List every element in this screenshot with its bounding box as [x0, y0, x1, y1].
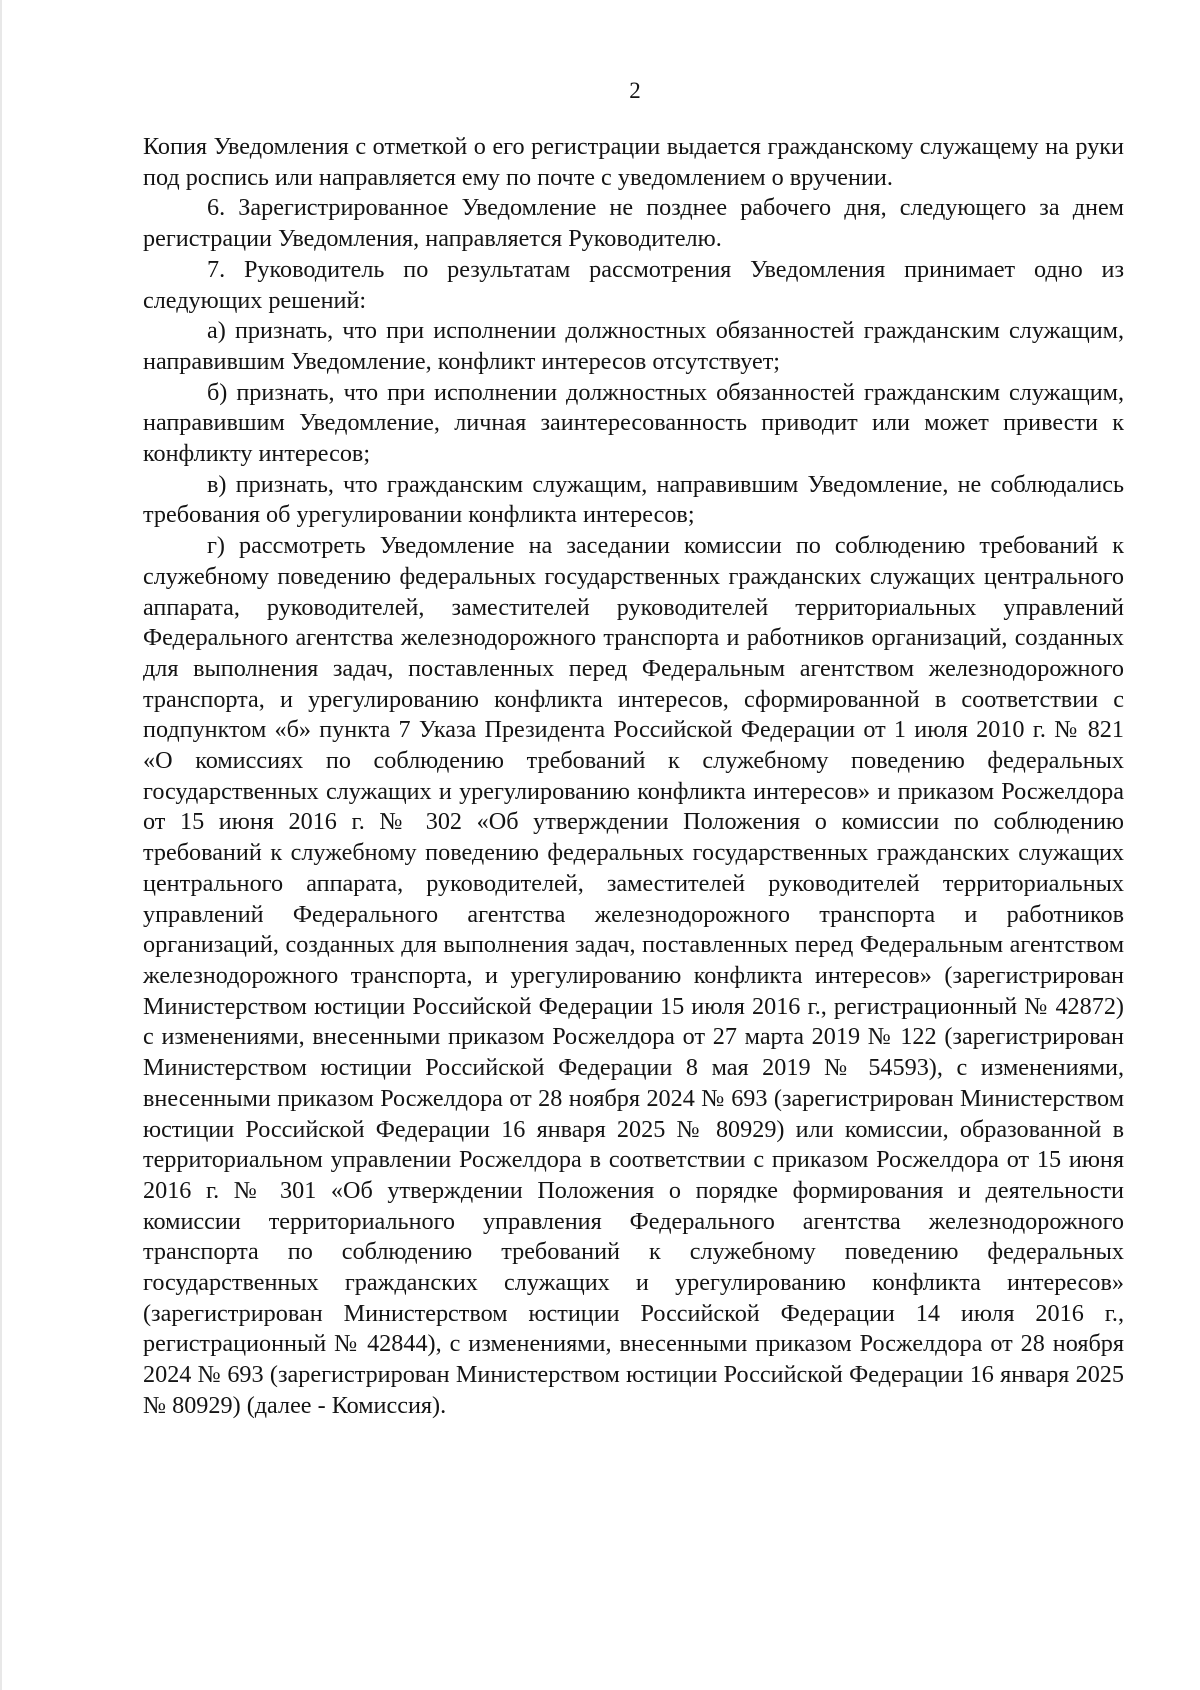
paragraph-subitem-g: г) рассмотреть Уведомление на заседании комиссии по соблюдению требований к служебному поведению федеральных государственных гражданских служащих центрального аппарата, руководителей, заместителей руководителей территориальных управлений Федерального агентства железнодорожного транспорта и работников организаций, созданных для выполнения задач, поставленных перед Федеральным агентством железнодорожного транспорта, и урегулированию конфликта интересов, сформированной в соответствии с подпунктом «б» пункта 7 Указа Президента Российской Федерации от 1 июля 2010 г. № 821 «О комиссиях по соблюдению требований к служебному поведению федеральных государственных служащих и урегулированию конфликта интересов» и приказом Росжелдора от 15 июня 2016 г. № 302 «Об утверждении Положения о комиссии по соблюдению требований к служебному поведению федеральных государственных гражданских служащих центрального аппарата, руководителей, заместителей руководителей территориальных управлений Федерального агентства железнодорожного транспорта и работников организаций, созданных для выполнения задач, поставленных перед Федеральным агентством железнодорожного транспорта, и урегулированию конфликта интересов» (зарегистрирован Министерством юстиции Российской Федерации 15 июля 2016 г., регистрационный № 42872) с изменениями, внесенными приказом Росжелдора от 27 марта 2019 № 122 (зарегистрирован Министерством юстиции Российской Федерации 8 мая 2019 № 54593), с изменениями, внесенными приказом Росжелдора от 28 ноября 2024 № 693 (зарегистрирован Министерством юстиции Российской Федерации 16 января 2025 № 80929) или комиссии, образованной в территориальном управлении Росжелдора в соответствии с приказом Росжелдора от 15 июня 2016 г. № 301 «Об утверждении Положения о порядке формирования и деятельности комиссии территориального управления Федерального агентства железнодорожного транспорта по соблюдению требований к служебному поведению федеральных государственных гражданских служащих и урегулированию конфликта интересов» (зарегистрирован Министерством юстиции Российской Федерации 14 июля 2016 г., регистрационный № 42844), с изменениями, внесенными приказом Росжелдора от 28 ноября 2024 № 693 (зарегистрирован Министерством юстиции Российской Федерации 16 января 2025 № 80929) (далее - Комиссия).: [143, 532, 1124, 1419]
paragraph-item-6: 6. Зарегистрированное Уведомление не позднее рабочего дня, следующего за днем регистрации Уведомления, направляется Руководителю.: [143, 194, 1124, 253]
paragraph-item-7: 7. Руководитель по результатам рассмотрения Уведомления принимает одно из следующих решений:: [143, 255, 1124, 314]
page-number: 2: [629, 78, 641, 103]
paragraph-subitem-v: в) признать, что гражданским служащим, направившим Уведомление, не соблюдались требования об урегулировании конфликта интересов;: [143, 470, 1124, 529]
paragraph-subitem-b: б) признать, что при исполнении должностных обязанностей гражданским служащим, направившим Уведомление, личная заинтересованность приводит или может привести к конфликту интересов;: [143, 378, 1124, 468]
document-body: [143, 132, 1124, 1422]
paragraph-subitem-a: а) признать, что при исполнении должностных обязанностей гражданским служащим, направившим Уведомление, конфликт интересов отсутствует;: [143, 317, 1124, 375]
paragraph-copy-notice: Копия Уведомления с отметкой о его регистрации выдается гражданскому служащему на руки под роспись или направляется ему по почте с уведомлением о вручении.: [143, 133, 1124, 191]
scan-edge: [0, 0, 2, 1690]
